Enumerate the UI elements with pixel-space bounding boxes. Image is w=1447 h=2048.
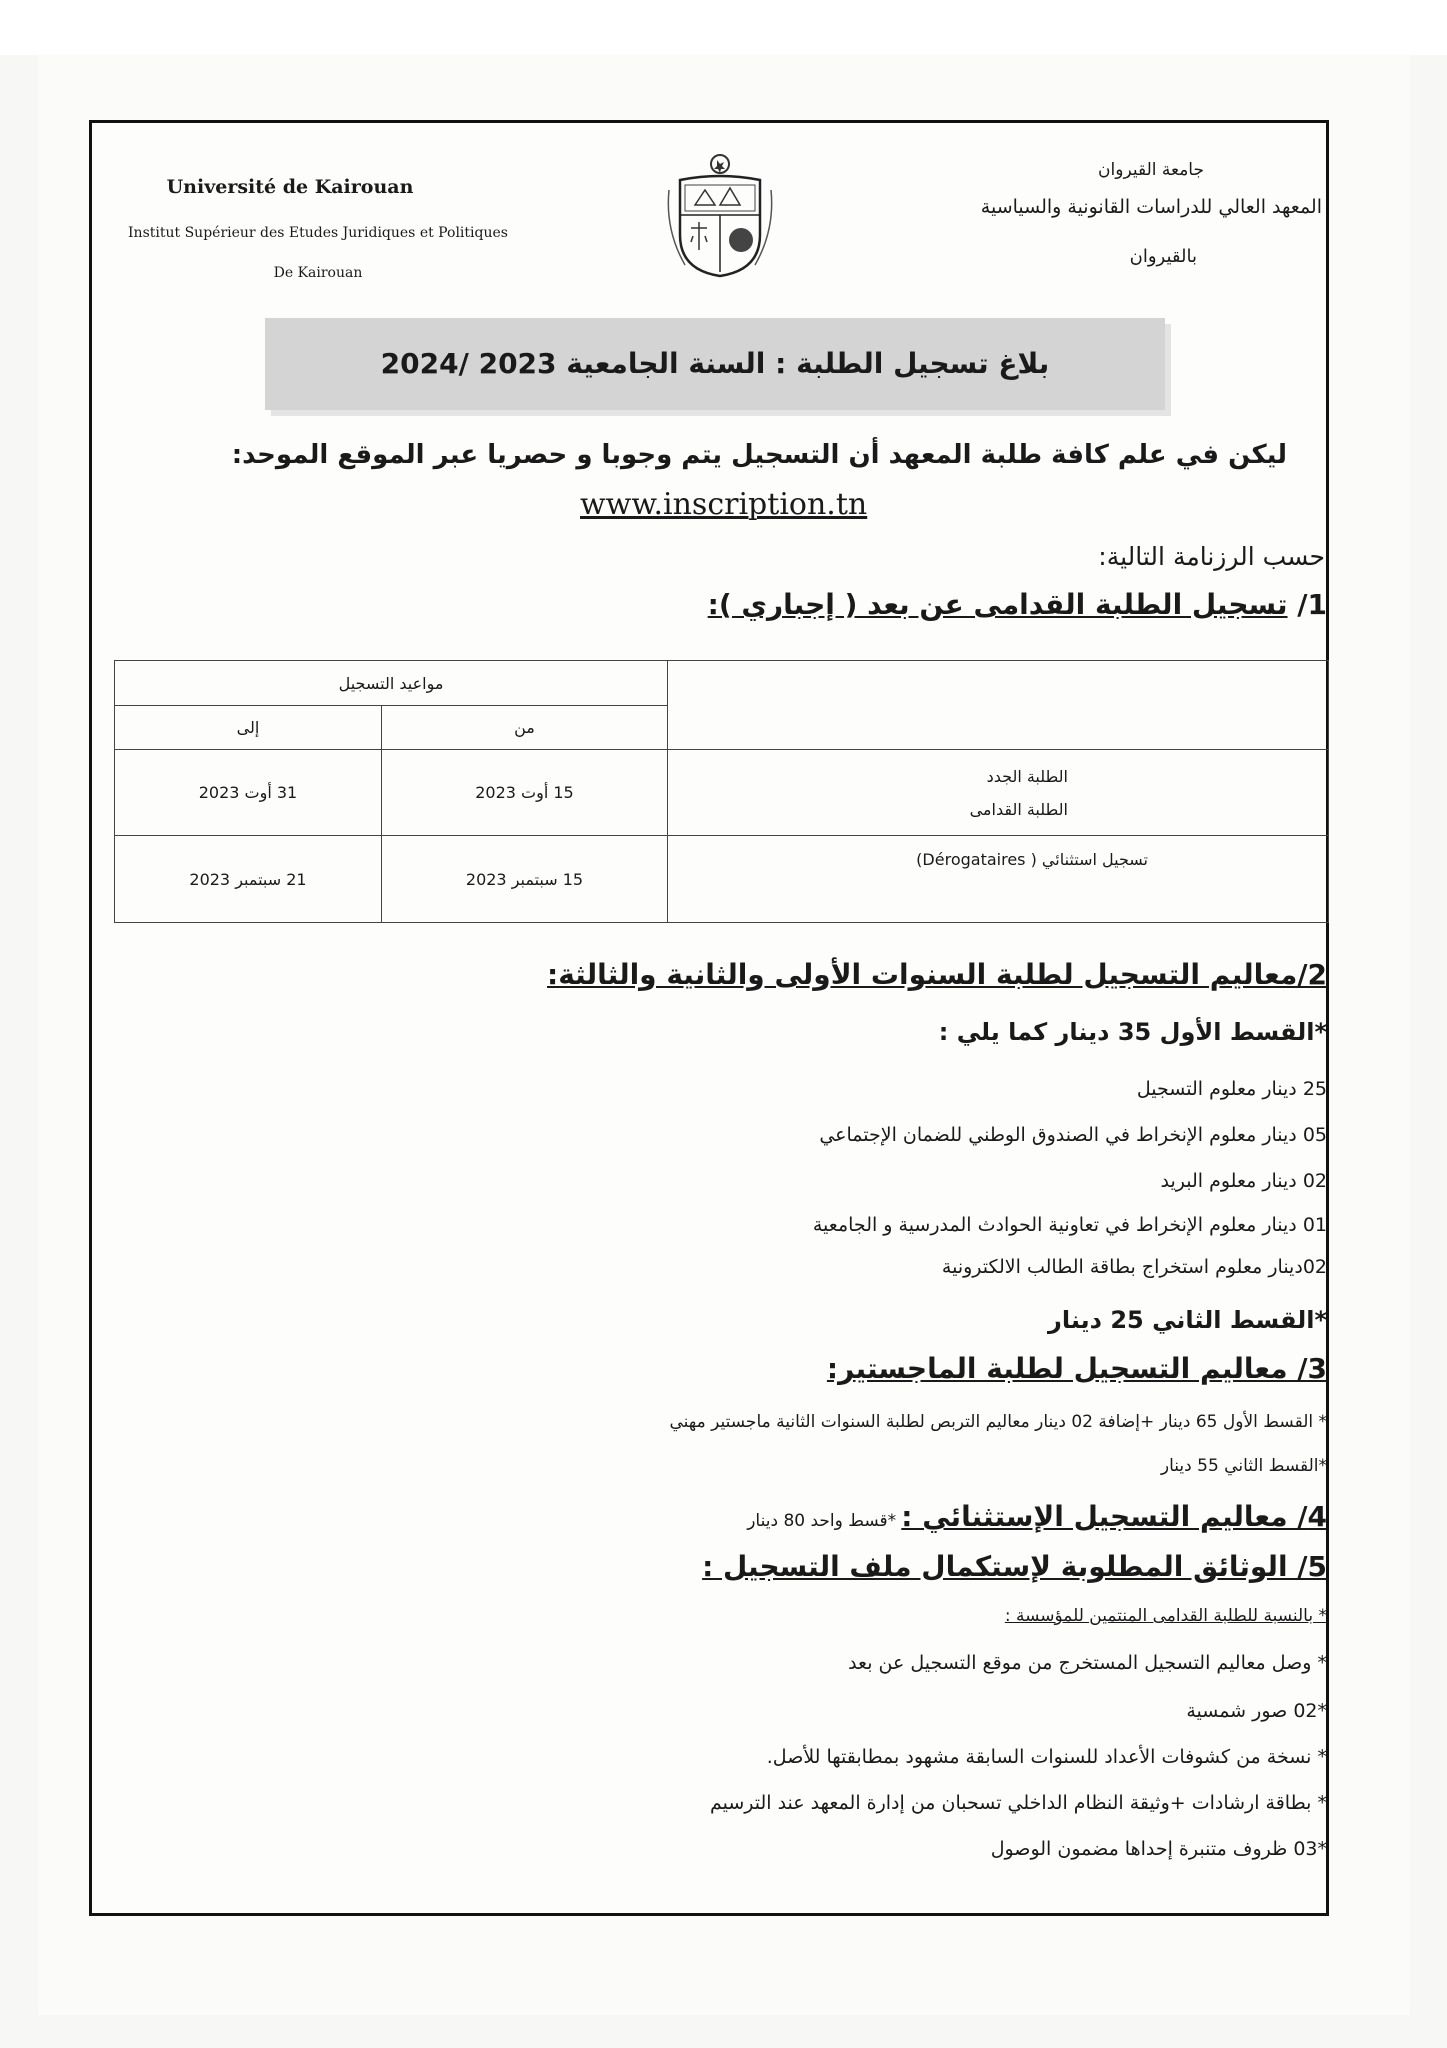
fee-item: 25 دينار معلوم التسجيل	[1136, 1078, 1327, 1100]
masters-second-installment: *القسط الثاني 55 دينار	[1160, 1456, 1327, 1476]
table-cell-from: 15 أوت 2023	[382, 750, 668, 836]
fee-item: 02دينار معلوم استخراج بطاقة الطالب الالكترونية	[941, 1256, 1327, 1278]
document-item: * بطاقة ارشادات +وثيقة النظام الداخلي تسحبان من إدارة المعهد عند الترسيم	[709, 1792, 1327, 1814]
category-new-students: الطلبة الجدد	[986, 766, 1068, 786]
section-1-title: تسجيل الطلبة القدامى عن بعد ( إجباري ):	[707, 588, 1288, 621]
university-name-ar: جامعة القيروان	[1098, 160, 1204, 180]
table-corner-cell	[668, 661, 1329, 750]
masters-first-installment: * القسط الأول 65 دينار +إضافة 02 دينار معاليم التربص لطلبة السنوات الثانية ماجستير مهني	[669, 1412, 1327, 1432]
table-cell-from: 15 سبتمبر 2023	[382, 836, 668, 923]
tunisia-coat-of-arms-icon	[665, 150, 775, 280]
title-banner	[265, 318, 1165, 410]
section-1-number: 1/	[1297, 588, 1327, 621]
intro-text: ليكن في علم كافة طلبة المعهد أن التسجيل يتم وجوبا و حصريا عبر الموقع الموحد:	[231, 440, 1287, 470]
document-item: *02 صور شمسية	[1186, 1700, 1327, 1722]
category-returning-students: الطلبة القدامى	[969, 799, 1068, 819]
fee-item: 01 دينار معلوم الإنخراط في تعاونية الحوادث المدرسية و الجامعية	[812, 1214, 1327, 1236]
city-name-ar: بالقيروان	[1129, 246, 1197, 267]
section-4-note: *قسط واحد 80 دينار	[747, 1511, 897, 1531]
institute-name-fr: Institut Supérieur des Etudes Juridiques et Politiques	[128, 225, 508, 241]
second-installment: *القسط الثاني 25 دينار	[1048, 1306, 1327, 1334]
category-exceptional: تسجيل استثنائي ( Dérogataires)	[916, 850, 1148, 869]
table-cell-to: 31 أوت 2023	[115, 750, 382, 836]
table-cell-categories	[668, 836, 1329, 923]
table-row	[115, 836, 1329, 923]
table-header-from: من	[382, 706, 668, 750]
section-1-heading	[708, 588, 1327, 621]
fee-item: 02 دينار معلوم البريد	[1160, 1170, 1327, 1192]
document-item: * وصل معاليم التسجيل المستخرج من موقع التسجيل عن بعد	[848, 1652, 1327, 1674]
section-5-title: 5/ الوثائق المطلوبة لإستكمال ملف التسجيل :	[702, 1550, 1327, 1583]
section-5-subtitle: * بالنسبة للطلبة القدامى المنتمين للمؤسسة :	[1004, 1606, 1327, 1626]
university-name-fr: Université de Kairouan	[166, 176, 414, 198]
table-row	[115, 750, 1329, 836]
city-name-fr: De Kairouan	[273, 265, 363, 281]
table-header-dates: مواعيد التسجيل	[115, 661, 668, 706]
section-5-heading	[702, 1550, 1327, 1583]
first-installment: *القسط الأول 35 دينار كما يلي :	[938, 1018, 1327, 1046]
section-4-title: 4/ معاليم التسجيل الإستثنائي :	[901, 1500, 1327, 1533]
section-3-title: 3/ معاليم التسجيل لطلبة الماجستير:	[826, 1352, 1327, 1385]
schedule-intro: حسب الرزنامة التالية:	[1098, 542, 1325, 571]
section-2-title: 2/معاليم التسجيل لطلبة السنوات الأولى والثانية والثالثة:	[547, 958, 1327, 991]
table-cell-categories	[668, 750, 1329, 836]
registration-schedule-table	[114, 660, 1329, 923]
table-header-to: إلى	[115, 706, 382, 750]
document-title: بلاغ تسجيل الطلبة : السنة الجامعية 2023 /2024	[380, 347, 1050, 380]
document-item: * نسخة من كشوفات الأعداد للسنوات السابقة مشهود بمطابقتها للأصل.	[766, 1746, 1327, 1768]
section-3-heading	[827, 1352, 1327, 1385]
section-4-heading	[747, 1500, 1327, 1533]
fee-item: 05 دينار معلوم الإنخراط في الصندوق الوطني للضمان الإجتماعي	[819, 1124, 1327, 1146]
table-cell-to: 21 سبتمبر 2023	[115, 836, 382, 923]
institute-name-ar: المعهد العالي للدراسات القانونية والسياسية	[980, 196, 1322, 218]
scan-top-margin	[0, 0, 1447, 55]
document-item: *03 ظروف متنبرة إحداها مضمون الوصول	[990, 1838, 1327, 1860]
registration-url-link[interactable]: www.inscription.tn	[580, 487, 868, 522]
section-2-heading	[547, 958, 1327, 991]
